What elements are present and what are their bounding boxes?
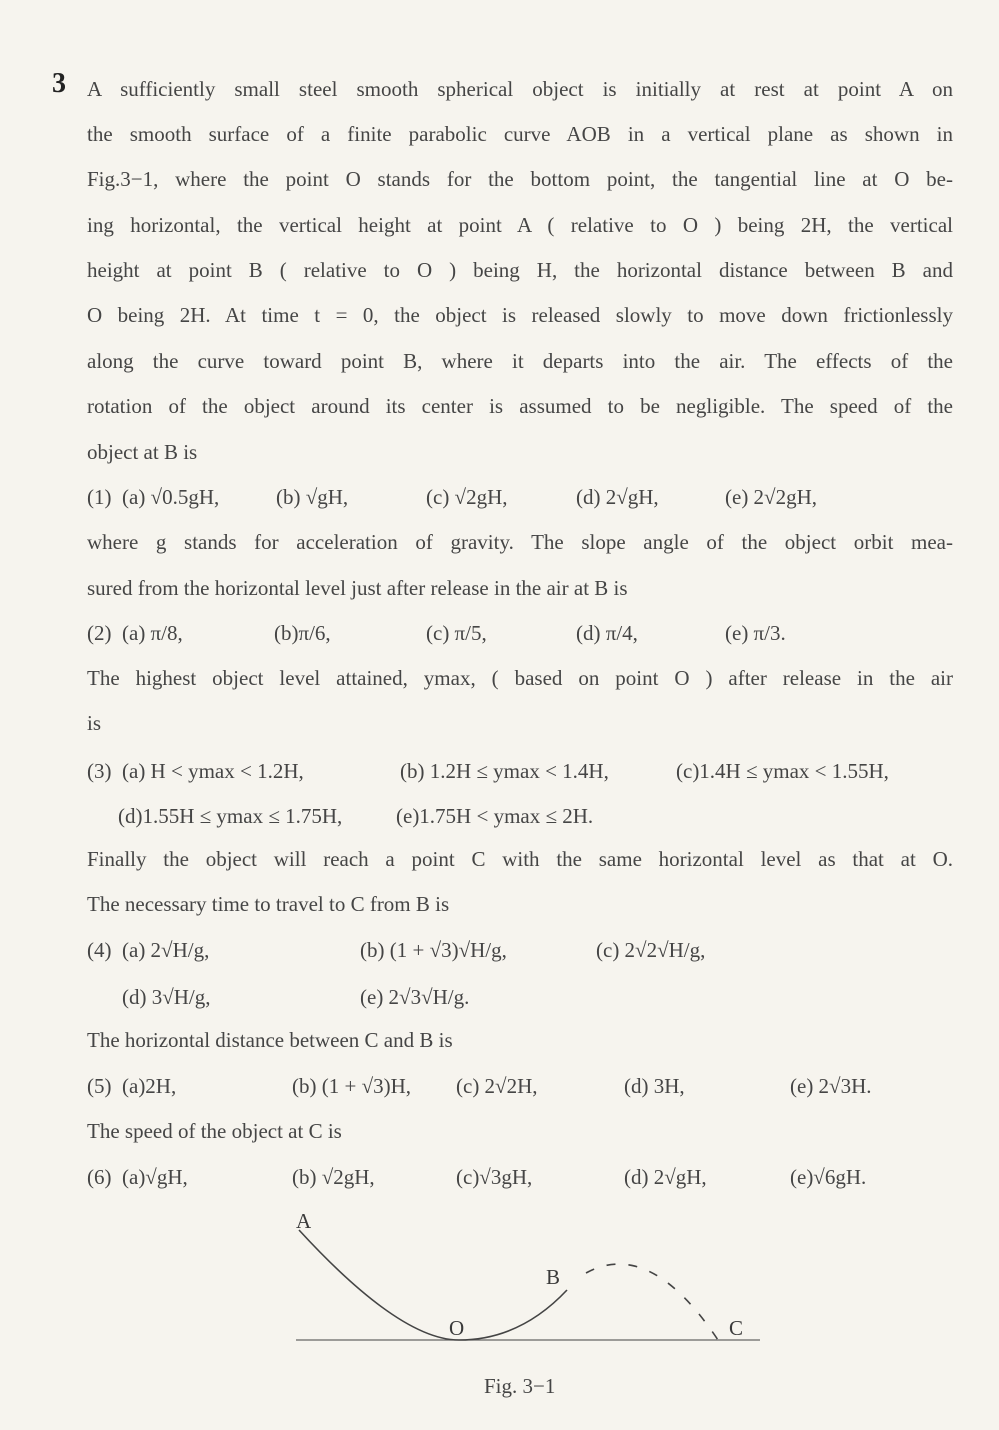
- question-label: (6): [87, 1165, 112, 1189]
- text-line: is: [87, 711, 102, 735]
- text-line: where g stands for acceleration of gravity. The slope angle of the object orbit mea-: [87, 530, 953, 554]
- option-2a: (a) π/8,: [122, 621, 183, 645]
- option-2c: (c) π/5,: [426, 621, 487, 645]
- option-4a: (a) 2√H/g,: [122, 938, 210, 962]
- text-line: sured from the horizontal level just after release in the air at B is: [87, 576, 628, 600]
- option-3b: (b) 1.2H ≤ ymax < 1.4H,: [400, 759, 609, 783]
- option-5a: (a)2H,: [122, 1074, 177, 1098]
- question-number: 3: [52, 68, 66, 99]
- text-line: object at B is: [87, 440, 198, 464]
- text-line: The necessary time to travel to C from B is: [87, 892, 450, 916]
- option-4e: (e) 2√3√H/g.: [360, 985, 470, 1009]
- text-line: The highest object level attained, ymax, ( based on point O ) after release in the air: [87, 666, 953, 690]
- option-2e: (e) π/3.: [725, 621, 786, 645]
- option-1a: (a) √0.5gH,: [122, 485, 220, 509]
- option-2d: (d) π/4,: [576, 621, 638, 645]
- option-3d: (d)1.55H ≤ ymax ≤ 1.75H,: [118, 804, 343, 828]
- question-label: (1): [87, 485, 112, 509]
- text-line: The speed of the object at C is: [87, 1119, 342, 1143]
- label-o: O: [449, 1316, 465, 1340]
- trajectory-path: [586, 1264, 718, 1340]
- label-b: B: [546, 1265, 561, 1289]
- option-3e: (e)1.75H < ymax ≤ 2H.: [396, 804, 594, 828]
- question-label: (5): [87, 1074, 112, 1098]
- text-line: ing horizontal, the vertical height at point A ( relative to O ) being 2H, the vertical: [87, 213, 953, 237]
- option-4d: (d) 3√H/g,: [122, 985, 211, 1009]
- question-label: (2): [87, 621, 112, 645]
- figure-caption: Fig. 3−1: [484, 1374, 556, 1398]
- label-c: C: [729, 1316, 744, 1340]
- option-5c: (c) 2√2H,: [456, 1074, 538, 1098]
- option-1d: (d) 2√gH,: [576, 485, 659, 509]
- option-5e: (e) 2√3H.: [790, 1074, 872, 1098]
- label-a: A: [296, 1209, 312, 1233]
- option-3c: (c)1.4H ≤ ymax < 1.55H,: [676, 759, 889, 783]
- text-line: O being 2H. At time t = 0, the object is released slowly to move down frictionlessly: [87, 303, 953, 327]
- option-2b: (b)π/6,: [274, 621, 331, 645]
- text-line: A sufficiently small steel smooth spherical object is initially at rest at point A on: [87, 77, 953, 101]
- question-label: (4): [87, 938, 112, 962]
- option-5d: (d) 3H,: [624, 1074, 685, 1098]
- text-line: height at point B ( relative to O ) being H, the horizontal distance between B and: [87, 258, 953, 282]
- option-1e: (e) 2√2gH,: [725, 485, 817, 509]
- option-4c: (c) 2√2√H/g,: [596, 938, 706, 962]
- option-5b: (b) (1 + √3)H,: [292, 1074, 412, 1098]
- parabolic-curve: [299, 1230, 567, 1340]
- option-6b: (b) √2gH,: [292, 1165, 375, 1189]
- option-6c: (c)√3gH,: [456, 1165, 533, 1189]
- question-label: (3): [87, 759, 112, 783]
- option-6e: (e)√6gH.: [790, 1165, 867, 1189]
- text-line: Fig.3−1, where the point O stands for the bottom point, the tangential line at O be-: [87, 167, 953, 191]
- option-3a: (a) H < ymax < 1.2H,: [122, 759, 304, 783]
- text-line: along the curve toward point B, where it departs into the air. The effects of the: [87, 349, 953, 373]
- text-line: rotation of the object around its center is assumed to be negligible. The speed of the: [87, 394, 953, 418]
- option-6a: (a)√gH,: [122, 1165, 188, 1189]
- text-line: Finally the object will reach a point C with the same horizontal level as that at O.: [87, 847, 953, 871]
- option-1c: (c) √2gH,: [426, 485, 508, 509]
- option-1b: (b) √gH,: [276, 485, 349, 509]
- option-4b: (b) (1 + √3)√H/g,: [360, 938, 507, 962]
- option-6d: (d) 2√gH,: [624, 1165, 707, 1189]
- text-line: The horizontal distance between C and B is: [87, 1028, 453, 1052]
- text-line: the smooth surface of a finite parabolic curve AOB in a vertical plane as shown in: [87, 122, 953, 146]
